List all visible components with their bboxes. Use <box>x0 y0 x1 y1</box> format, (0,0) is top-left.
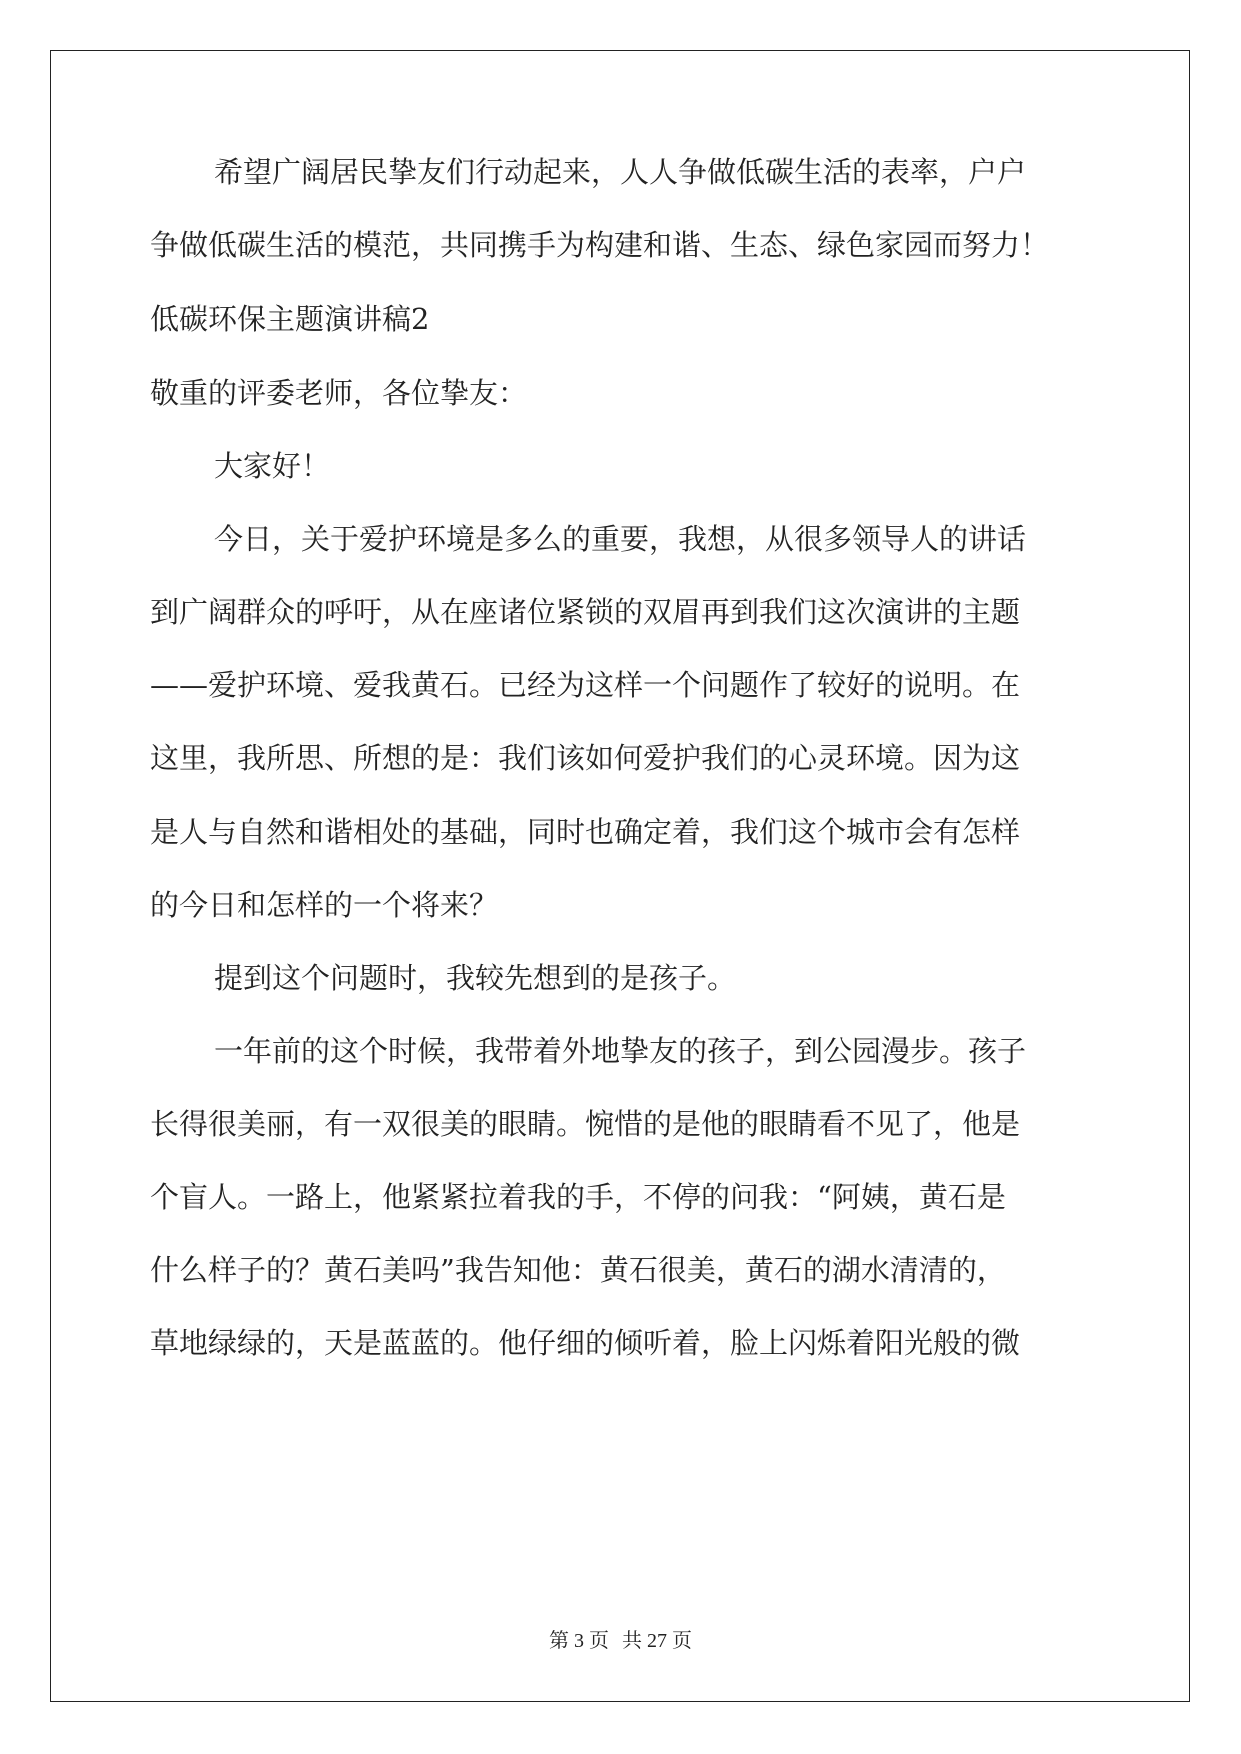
body-text-line: 是人与自然和谐相处的基础，同时也确定着，我们这个城市会有怎样 <box>150 815 1021 849</box>
page-border <box>50 50 1190 1702</box>
body-text-line: 一年前的这个时候，我带着外地挚友的孩子，到公园漫步。孩子 <box>214 1034 1027 1068</box>
body-text-line: 个盲人。一路上，他紧紧拉着我的手，不停的问我：“阿姨，黄石是 <box>150 1180 1006 1214</box>
page-footer <box>0 1624 1241 1653</box>
page-total: 共 27 页 <box>622 1630 692 1652</box>
body-text-line: 希望广阔居民挚友们行动起来，人人争做低碳生活的表率，户户 <box>214 155 1027 189</box>
greeting: 大家好！ <box>214 449 331 483</box>
body-text-line: 什么样子的？黄石美吗”我告知他：黄石很美，黄石的湖水清清的， <box>150 1253 1006 1287</box>
speech-title: 低碳环保主题演讲稿2 <box>150 302 430 336</box>
salutation: 敬重的评委老师，各位挚友： <box>150 376 528 410</box>
body-text-line: 长得很美丽，有一双很美的眼睛。惋惜的是他的眼睛看不见了，他是 <box>150 1107 1021 1141</box>
body-text-line: 今日，关于爱护环境是多么的重要，我想，从很多领导人的讲话 <box>214 522 1027 556</box>
body-text-line: 提到这个问题时，我较先想到的是孩子。 <box>214 961 737 995</box>
body-text-line: 到广阔群众的呼吁，从在座诸位紧锁的双眉再到我们这次演讲的主题 <box>150 595 1021 629</box>
body-text-line: ——爱护环境、爱我黄石。已经为这样一个问题作了较好的说明。在 <box>150 668 1021 702</box>
page-number: 第 3 页 <box>549 1630 609 1652</box>
body-text-line: 这里，我所思、所想的是：我们该如何爱护我们的心灵环境。因为这 <box>150 741 1021 775</box>
body-text-line: 争做低碳生活的模范，共同携手为构建和谐、生态、绿色家园而努力！ <box>150 228 1050 262</box>
body-text-line: 草地绿绿的，天是蓝蓝的。他仔细的倾听着，脸上闪烁着阳光般的微 <box>150 1326 1021 1360</box>
body-text-line: 的今日和怎样的一个将来？ <box>150 888 499 922</box>
